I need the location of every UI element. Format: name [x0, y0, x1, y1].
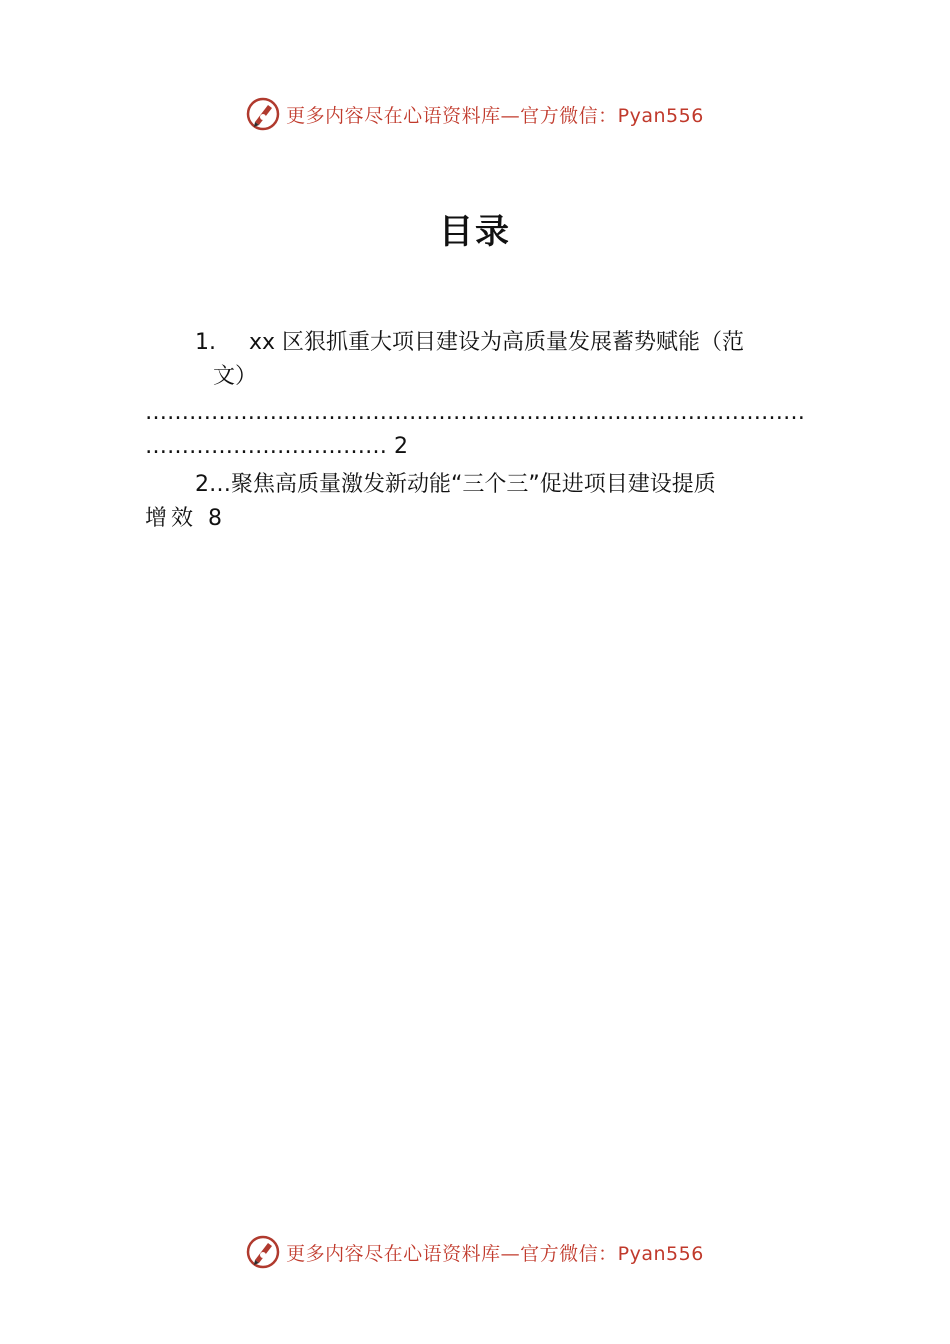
footer-banner: [0, 1232, 950, 1272]
toc-entry-title: 2…聚焦高质量激发新动能“三个三”促进项目建设提质: [195, 472, 716, 497]
toc-entry-line: [145, 502, 835, 536]
toc-entry-page: 2: [394, 434, 408, 459]
banner-slogan: 更多内容尽在心语资料库—官方微信：: [286, 104, 618, 127]
toc-leader-dots: ……………………………: [145, 434, 387, 459]
header-banner: [0, 94, 950, 134]
wechat-id: Pyan556: [617, 104, 704, 127]
pen-logo-icon: [246, 1235, 280, 1269]
banner-text: [286, 101, 704, 128]
toc-leader-dots: ………………………………………………………………………………: [145, 400, 805, 425]
wechat-id: Pyan556: [617, 1242, 704, 1265]
toc-entry-title-cont: 文）: [213, 364, 258, 389]
page-title: 目录: [439, 212, 511, 252]
toc-entry[interactable]: [145, 326, 835, 464]
table-of-contents: [145, 326, 835, 536]
toc-entry-title: xx 区狠抓重大项目建设为高质量发展蓄势赋能（范: [249, 330, 745, 355]
banner-text: [286, 1239, 704, 1266]
banner-slogan: 更多内容尽在心语资料库—官方微信：: [286, 1242, 618, 1265]
toc-entry-page: 8: [208, 506, 227, 531]
toc-entry-line: [145, 326, 835, 360]
toc-entry-title-cont: 增效: [145, 506, 198, 531]
pen-logo-icon: [246, 97, 280, 131]
toc-leader-line: [145, 430, 835, 464]
toc-entry[interactable]: [145, 468, 835, 536]
toc-entry-number: 1.: [195, 330, 216, 355]
